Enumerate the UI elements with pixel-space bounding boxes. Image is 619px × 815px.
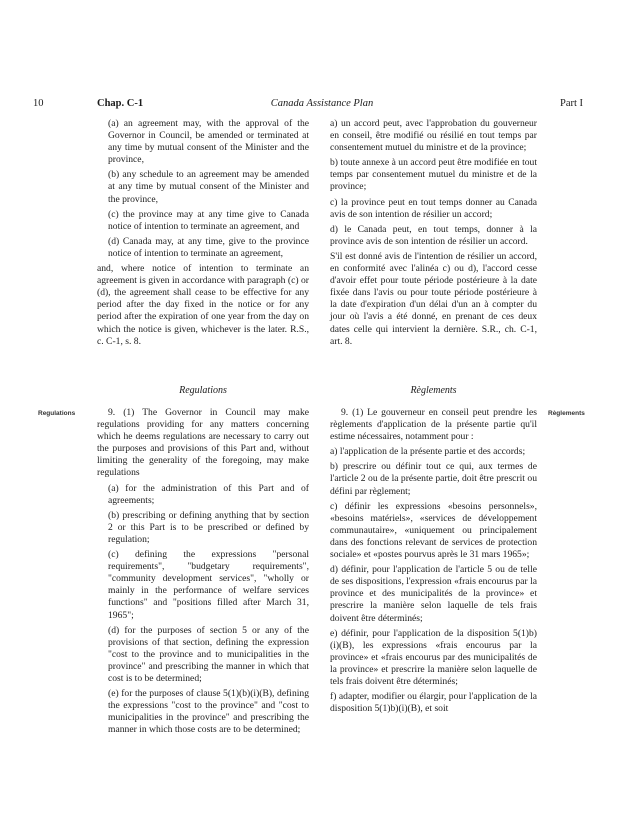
- paragraph-9-d-fr: d) définir, pour l'application de l'article 5 ou de telle de ses dispositions, l'expression «frais encourus par la province et des municipalités de la province» et prescrire la manière selon laquelle de tels frais doivent être déterminés;: [330, 564, 537, 624]
- heading-regulations-en: Regulations: [179, 385, 227, 396]
- heading-regulations-fr: Règlements: [410, 385, 457, 396]
- paragraph-9-b-fr: b) prescrire ou définir tout ce qui, aux termes de l'article 2 ou de la présente partie, doit être prescrit ou défini par règlement;: [330, 461, 537, 497]
- paragraph-8-closing-en: and, where notice of intention to terminate an agreement is given in accordance with paragraph (c) or (d), the agreement shall cease to be effective for any period after the day fixed in the notice or for any period after the expiration of one year from the day on which the notice is given, whichever is the later. R.S., c. C-1, s. 8.: [97, 263, 309, 347]
- paragraph-9-c-en: (c) defining the expressions "personal requirements", "budgetary requirements", "community development services", "wholly or mainly in the performance of welfare services functions" and "positions filled after March 31, 1965";: [108, 549, 309, 621]
- act-title: Canada Assistance Plan: [270, 98, 374, 109]
- paragraph-8-b-fr: b) toute annexe à un accord peut être modifiée en tout temps par consentement mutuel du ministre et de la province;: [330, 157, 537, 193]
- paragraph-9-e-en: (e) for the purposes of clause 5(1)(b)(i)(B), defining the expressions "cost to the province" and "cost to municipalities in the province" and prescribing the manner in which those costs are to be determined;: [108, 688, 309, 736]
- paragraph-8-d-en: (d) Canada may, at any time, give to the province notice of intention to terminate an agreement,: [108, 235, 309, 259]
- margin-note-en: Regulations: [38, 410, 76, 417]
- paragraph-9-b-en: (b) prescribing or defining anything that by section 2 or this Part is to be prescribed or defined by regulation;: [108, 509, 309, 545]
- paragraph-8-c-fr: c) la province peut en tout temps donner au Canada avis de son intention de résilier un accord;: [330, 196, 537, 220]
- paragraph-9-f-fr: f) adapter, modifier ou élargir, pour l'application de la disposition 5(1)b)(i)(B), et soit: [330, 691, 537, 715]
- paragraph-8-c-en: (c) the province may at any time give to Canada notice of intention to terminate an agreement, and: [108, 208, 309, 232]
- margin-note-fr: Règlements: [548, 410, 585, 417]
- paragraph-8-d-fr: d) le Canada peut, en tout temps, donner à la province avis de son intention de résilier un accord.: [330, 223, 537, 247]
- paragraph-8-b-en: (b) any schedule to an agreement may be amended at any time by mutual consent of the Minister and the province,: [108, 169, 309, 205]
- paragraph-9-e-fr: e) définir, pour l'application de la disposition 5(1)b)(i)(B), les expressions «frais encourus par la province» et «frais encourus par des municipalités de la province» et prescrire la manière selon laquelle de tels frais doivent être déterminés;: [330, 627, 537, 687]
- paragraph-9-a-fr: a) l'application de la présente partie et des accords;: [330, 446, 526, 458]
- paragraph-9-d-en: (d) for the purposes of section 5 or any of the provisions of that section, defining the expression "cost to the province and to municipalities in the province" and prescribing the manner in which that cost is to be determined;: [108, 624, 309, 684]
- paragraph-8-a-fr: a) un accord peut, avec l'approbation du gouverneur en conseil, être modifié ou résilié en tout temps par consentement mutuel du ministre et de la province;: [330, 118, 537, 154]
- paragraph-9-intro-fr: 9. (1) Le gouverneur en conseil peut prendre les règlements d'application de la présente partie qu'il estime nécessaires, notamment pour :: [330, 407, 537, 443]
- paragraph-9-intro-en: 9. (1) The Governor in Council may make regulations providing for any matters concerning which he deems regulations are necessary to carry out the purposes and provisions of this Part and, without limiting the generality of the foregoing, may make regulations: [97, 407, 309, 479]
- section-8-french: [330, 118, 537, 351]
- chapter-label: Chap. C-1: [97, 98, 144, 109]
- page-number: 10: [33, 98, 44, 109]
- part-label: Part I: [560, 98, 584, 109]
- paragraph-8-a-en: (a) an agreement may, with the approval of the Governor in Council, be amended or terminated at any time by mutual consent of the Minister and the province,: [108, 118, 309, 166]
- section-9-english: [97, 407, 309, 739]
- paragraph-8-closing-fr: S'il est donné avis de l'intention de résilier un accord, en conformité avec l'alinéa c) ou d), l'accord cesse d'avoir effet pour toute période postérieure à la date fixée dans l'avis ou pour toute période postérieure à la date d'expiration d'un délai d'un an à compter du jour où l'avis a été donné, en prenant de ces deux dates celle qui intervient la dernière. S.R., ch. C-1, art. 8.: [330, 250, 537, 347]
- paragraph-9-c-fr: c) définir les expressions «besoins personnels», «besoins matériels», «services de développement communautaire», «uniquement ou principalement dans des fonctions relevant de services de protection sociale» et «postes pourvus après le 31 mars 1965»;: [330, 500, 537, 561]
- paragraph-9-a-en: (a) for the administration of this Part and of agreements;: [108, 482, 309, 506]
- section-9-french: [330, 407, 537, 718]
- section-8-english: [97, 118, 309, 351]
